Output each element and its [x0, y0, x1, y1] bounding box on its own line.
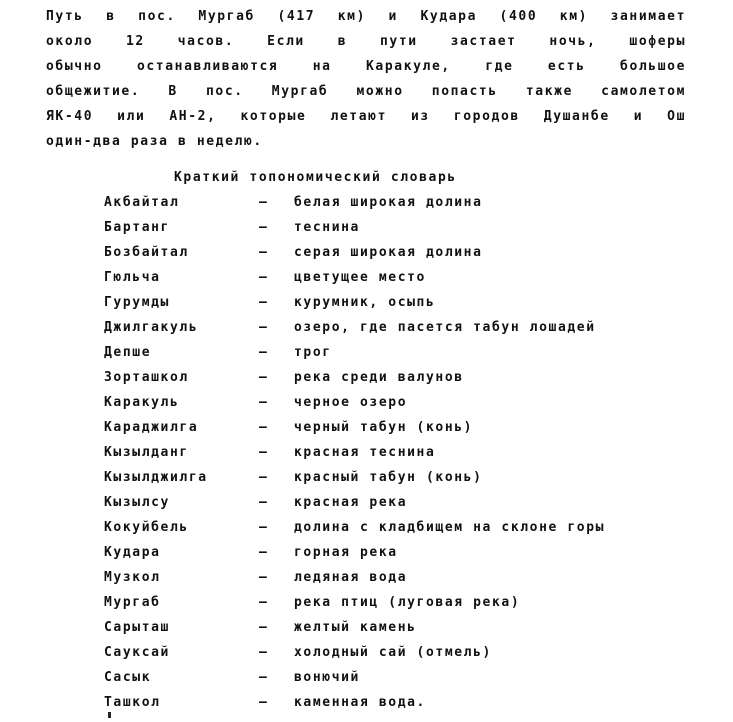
- dictionary-term: Бартанг: [104, 220, 170, 235]
- dictionary-meaning: теснина: [294, 220, 360, 235]
- dictionary-dash: –: [259, 295, 269, 310]
- dictionary-entry: [104, 665, 704, 690]
- dictionary-entry: [104, 540, 704, 565]
- dictionary-meaning: серая широкая долина: [294, 245, 483, 260]
- dictionary-meaning: красный табун (конь): [294, 470, 483, 485]
- dictionary-term: Сасык: [104, 670, 152, 685]
- dictionary-dash: –: [259, 570, 269, 585]
- dictionary-entry: [104, 190, 704, 215]
- dictionary-meaning: долина с кладбищем на склоне горы: [294, 520, 606, 535]
- dictionary-dash: –: [259, 595, 269, 610]
- intro-line: ЯК-40 или АН-2, которые летают из городов Душанбе и Ош: [46, 109, 686, 124]
- dictionary-dash: –: [259, 370, 269, 385]
- dictionary-dash: –: [259, 245, 269, 260]
- dictionary-meaning: каменная вода.: [294, 695, 426, 710]
- dictionary-term: Гюльча: [104, 270, 161, 285]
- dictionary-term: Мургаб: [104, 595, 161, 610]
- dictionary-dash: –: [259, 270, 269, 285]
- dictionary-entry: [104, 515, 704, 540]
- dictionary-meaning: желтый камень: [294, 620, 417, 635]
- dictionary-meaning: трог: [294, 345, 332, 360]
- dictionary-term: Сарыташ: [104, 620, 170, 635]
- dictionary-dash: –: [259, 545, 269, 560]
- dictionary-dash: –: [259, 620, 269, 635]
- dictionary-entry: [104, 490, 704, 515]
- intro-line: около 12 часов. Если в пути застает ночь, шоферы: [46, 34, 686, 49]
- dictionary-term: Акбайтал: [104, 195, 180, 210]
- dictionary-term: Кызылсу: [104, 495, 170, 510]
- dictionary-meaning: река птиц (луговая река): [294, 595, 521, 610]
- dictionary-term: Зорташкол: [104, 370, 189, 385]
- dictionary-meaning: красная теснина: [294, 445, 436, 460]
- dictionary-term: Кокуйбель: [104, 520, 189, 535]
- dictionary-meaning: белая широкая долина: [294, 195, 483, 210]
- dictionary-term: Кызылджилга: [104, 470, 208, 485]
- dictionary-term: Депше: [104, 345, 152, 360]
- dictionary-list: [104, 190, 704, 715]
- dictionary-dash: –: [259, 445, 269, 460]
- dictionary-entry: [104, 365, 704, 390]
- dictionary-meaning: холодный сай (отмель): [294, 645, 492, 660]
- dictionary-term: Бозбайтал: [104, 245, 189, 260]
- intro-line: Путь в пос. Мургаб (417 км) и Кудара (400 км) занимает: [46, 9, 686, 24]
- dictionary-meaning: вонючий: [294, 670, 360, 685]
- dictionary-entry: [104, 265, 704, 290]
- dictionary-entry: [104, 290, 704, 315]
- dictionary-dash: –: [259, 645, 269, 660]
- dictionary-entry: [104, 390, 704, 415]
- dictionary-term: Караджилга: [104, 420, 199, 435]
- dictionary-entry: [104, 465, 704, 490]
- dictionary-entry: [104, 240, 704, 265]
- dictionary-title: Краткий топономический словарь: [174, 170, 457, 185]
- dictionary-dash: –: [259, 695, 269, 710]
- dictionary-entry: [104, 615, 704, 640]
- dictionary-term: Кызылданг: [104, 445, 189, 460]
- intro-paragraph: [46, 4, 686, 154]
- intro-line: общежитие. В пос. Мургаб можно попасть также самолетом: [46, 84, 686, 99]
- dictionary-term: Сауксай: [104, 645, 170, 660]
- dictionary-meaning: озеро, где пасется табун лошадей: [294, 320, 596, 335]
- dictionary-term: Ташкол: [104, 695, 161, 710]
- dictionary-entry: [104, 315, 704, 340]
- dictionary-meaning: река среди валунов: [294, 370, 464, 385]
- dictionary-dash: –: [259, 495, 269, 510]
- intro-line: один-два раза в неделю.: [46, 134, 263, 149]
- dictionary-dash: –: [259, 395, 269, 410]
- dictionary-term: Музкол: [104, 570, 161, 585]
- dictionary-dash: –: [259, 420, 269, 435]
- dictionary-term: Кудара: [104, 545, 161, 560]
- dictionary-meaning: черное озеро: [294, 395, 408, 410]
- dictionary-term: Гурумды: [104, 295, 170, 310]
- dictionary-entry: [104, 565, 704, 590]
- dictionary-term: Джилгакуль: [104, 320, 199, 335]
- dictionary-meaning: ледяная вода: [294, 570, 408, 585]
- page-mark: [108, 712, 111, 718]
- dictionary-entry: [104, 215, 704, 240]
- dictionary-dash: –: [259, 520, 269, 535]
- dictionary-entry: [104, 690, 704, 715]
- dictionary-entry: [104, 415, 704, 440]
- dictionary-dash: –: [259, 470, 269, 485]
- dictionary-term: Каракуль: [104, 395, 180, 410]
- dictionary-dash: –: [259, 320, 269, 335]
- dictionary-entry: [104, 590, 704, 615]
- dictionary-meaning: цветущее место: [294, 270, 426, 285]
- intro-line: обычно останавливаются на Каракуле, где есть большое: [46, 59, 686, 74]
- dictionary-dash: –: [259, 220, 269, 235]
- dictionary-meaning: черный табун (конь): [294, 420, 474, 435]
- dictionary-meaning: красная река: [294, 495, 408, 510]
- dictionary-entry: [104, 640, 704, 665]
- dictionary-entry: [104, 340, 704, 365]
- dictionary-meaning: горная река: [294, 545, 398, 560]
- dictionary-dash: –: [259, 670, 269, 685]
- dictionary-dash: –: [259, 195, 269, 210]
- dictionary-meaning: курумник, осыпь: [294, 295, 436, 310]
- dictionary-entry: [104, 440, 704, 465]
- dictionary-dash: –: [259, 345, 269, 360]
